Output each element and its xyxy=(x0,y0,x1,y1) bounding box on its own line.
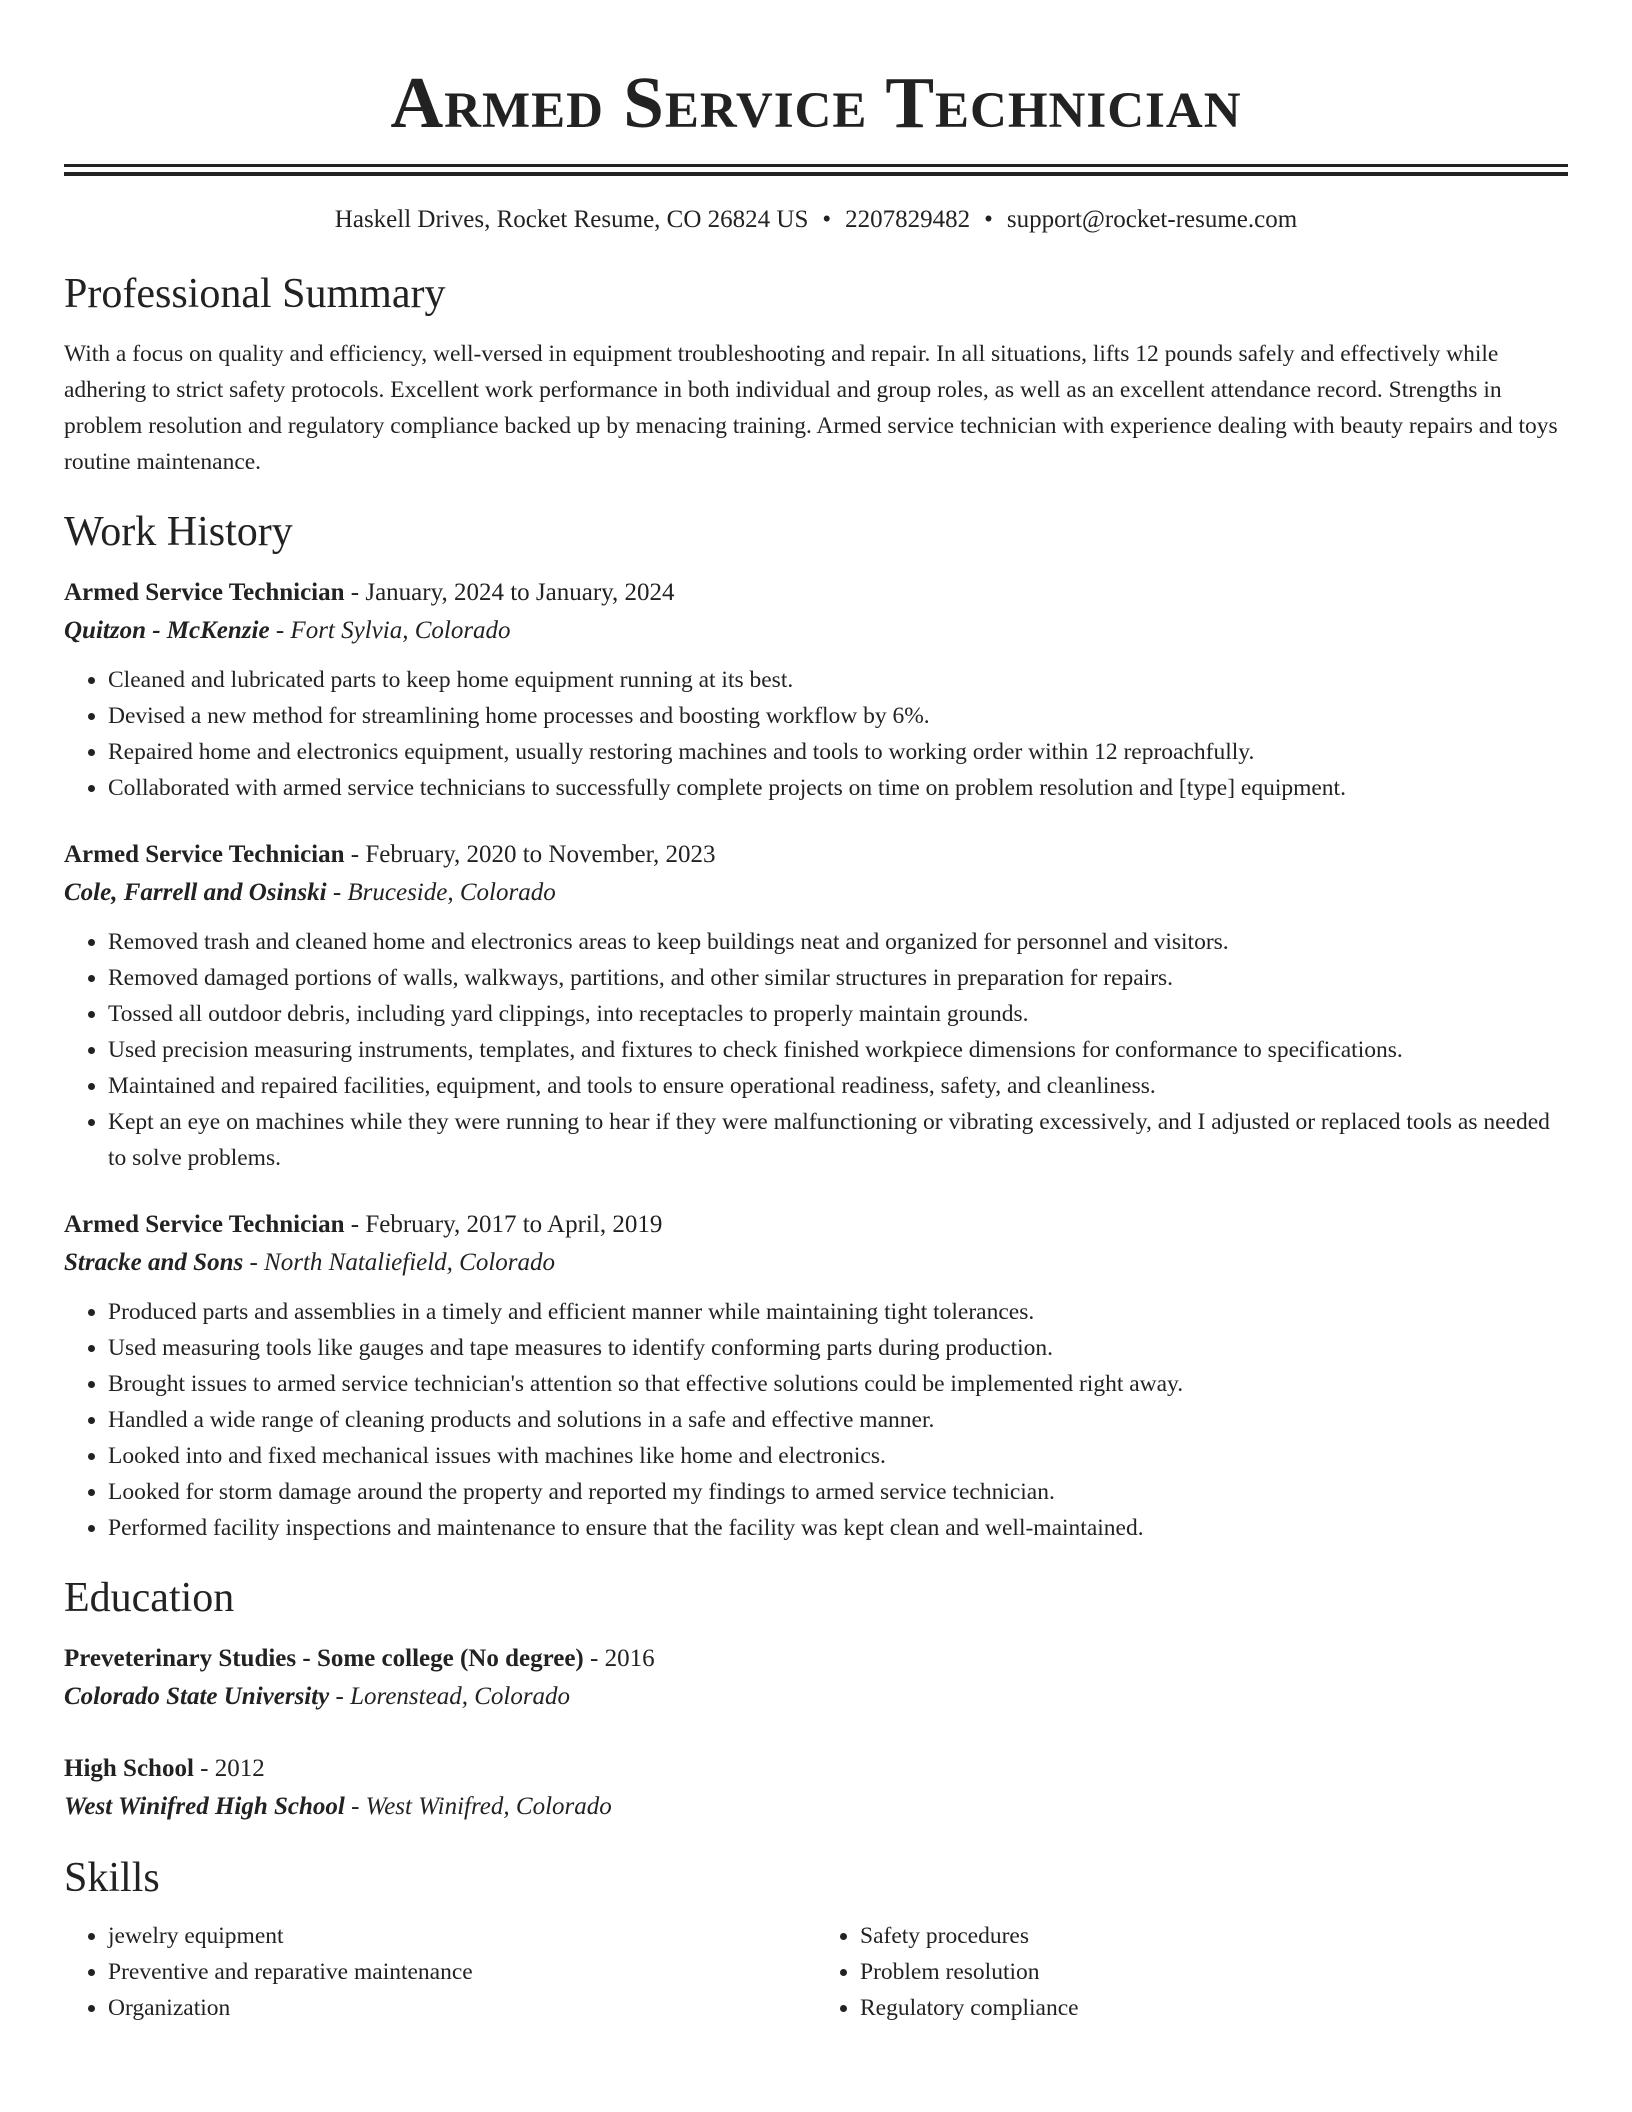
education-degree-line xyxy=(64,1750,1568,1788)
resume-title: Armed Service Technician xyxy=(390,62,1242,143)
skills-heading: Skills xyxy=(64,1855,160,1901)
job-entry xyxy=(64,574,1568,806)
job-bullet: • Looked for storm damage around the property and reported my findings to armed service technician. xyxy=(108,1474,1568,1510)
summary-heading: Professional Summary xyxy=(64,271,446,317)
job-location: - Bruceside, Colorado xyxy=(326,879,556,906)
job-title-line xyxy=(64,1206,1568,1244)
job-bullet: • Removed damaged portions of walls, walkways, partitions, and other similar structures in preparation for repairs. xyxy=(108,960,1568,996)
job-company-line xyxy=(64,612,1568,650)
job-bullet: • Produced parts and assemblies in a timely and efficient manner while maintaining tight tolerances. xyxy=(108,1294,1568,1330)
job-bullet: • Cleaned and lubricated parts to keep home equipment running at its best. xyxy=(108,662,1568,698)
job-bullet: • Handled a wide range of cleaning products and solutions in a safe and effective manner. xyxy=(108,1402,1568,1438)
skill-item: • Problem resolution xyxy=(860,1954,1568,1990)
job-bullet: • Used measuring tools like gauges and tape measures to identify conforming parts during production. xyxy=(108,1330,1568,1366)
job-bullets xyxy=(64,924,1568,1176)
job-bullet: • Used precision measuring instruments, templates, and fixtures to check finished workpiece dimensions for conformance to specifications. xyxy=(108,1032,1568,1068)
contact-separator: • xyxy=(984,206,993,233)
education-school: West Winifred High School xyxy=(64,1793,345,1820)
education-degree: Preveterinary Studies - Some college (No degree) xyxy=(64,1645,584,1672)
job-title: Armed Service Technician xyxy=(64,841,345,868)
skill-item: • Preventive and reparative maintenance xyxy=(108,1954,816,1990)
job-bullet: • Removed trash and cleaned home and electronics areas to keep buildings neat and organized for personnel and visitors. xyxy=(108,924,1568,960)
job-bullets xyxy=(64,1294,1568,1546)
title-divider xyxy=(64,164,1568,176)
job-location: - Fort Sylvia, Colorado xyxy=(269,617,511,644)
skill-item: • Regulatory compliance xyxy=(860,1990,1568,2026)
skill-item: • Safety procedures xyxy=(860,1918,1568,1954)
job-title: Armed Service Technician xyxy=(64,579,345,606)
job-dates: - January, 2024 to January, 2024 xyxy=(344,579,675,606)
work-history-heading: Work History xyxy=(64,509,293,555)
job-company-line xyxy=(64,874,1568,912)
contact-address: Haskell Drives, Rocket Resume, CO 26824 US xyxy=(334,206,809,233)
job-dates: - February, 2020 to November, 2023 xyxy=(344,841,716,868)
education-degree-line xyxy=(64,1640,1568,1678)
job-location: - North Nataliefield, Colorado xyxy=(243,1249,556,1276)
job-company: Quitzon - McKenzie xyxy=(64,617,270,644)
job-bullet: • Brought issues to armed service technician's attention so that effective solutions could be implemented right away. xyxy=(108,1366,1568,1402)
job-company-line xyxy=(64,1244,1568,1282)
contact-email: support@rocket-resume.com xyxy=(1006,206,1298,233)
skills-column-right xyxy=(816,1918,1568,2026)
education-heading: Education xyxy=(64,1575,235,1621)
education-entry xyxy=(64,1750,1568,1826)
job-bullets xyxy=(64,662,1568,806)
contact-phone: 2207829482 xyxy=(845,206,971,233)
job-bullet: • Collaborated with armed service technicians to successfully complete projects on time on problem resolution and [type] equipment. xyxy=(108,770,1568,806)
job-bullet: • Maintained and repaired facilities, equipment, and tools to ensure operational readiness, safety, and cleanliness. xyxy=(108,1068,1568,1104)
contact-line xyxy=(64,202,1568,238)
job-company: Stracke and Sons xyxy=(64,1249,244,1276)
job-entry xyxy=(64,836,1568,1176)
job-title-line xyxy=(64,836,1568,874)
skill-item: • Organization xyxy=(108,1990,816,2026)
contact-separator: • xyxy=(822,206,832,233)
job-title: Armed Service Technician xyxy=(64,1211,345,1238)
skills-grid xyxy=(64,1918,1568,2026)
education-school-line xyxy=(64,1678,1568,1716)
education-year: - 2012 xyxy=(193,1755,265,1782)
skills-column-left xyxy=(64,1918,816,2026)
education-year: - 2016 xyxy=(583,1645,655,1672)
education-location: - West Winifred, Colorado xyxy=(344,1793,612,1820)
education-school: Colorado State University xyxy=(64,1683,330,1710)
job-company: Cole, Farrell and Osinski xyxy=(64,879,327,906)
job-dates: - February, 2017 to April, 2019 xyxy=(344,1211,663,1238)
education-entry xyxy=(64,1640,1568,1716)
education-degree: High School xyxy=(64,1755,194,1782)
job-bullet: • Looked into and fixed mechanical issues with machines like home and electronics. xyxy=(108,1438,1568,1474)
job-bullet: • Repaired home and electronics equipment, usually restoring machines and tools to working order within 12 reproachfully. xyxy=(108,734,1568,770)
skill-item: • jewelry equipment xyxy=(108,1918,816,1954)
job-bullet: • Tossed all outdoor debris, including yard clippings, into receptacles to properly maintain grounds. xyxy=(108,996,1568,1032)
summary-text: With a focus on quality and efficiency, well-versed in equipment troubleshooting and repair. In all situations, lifts 12 pounds safely and effectively while adhering to strict safety protocols. Excellent work performance in both individual and group roles, as well as an excellent attendance record. Strengths in problem resolution and regulatory compliance backed up by menacing training. Armed service technician with experience dealing with beauty repairs and toys routine maintenance. xyxy=(64,341,1558,475)
education-location: - Lorenstead, Colorado xyxy=(329,1683,571,1710)
education-school-line xyxy=(64,1788,1568,1826)
job-entry xyxy=(64,1206,1568,1546)
job-bullet: • Kept an eye on machines while they were running to hear if they were malfunctioning or vibrating excessively, and I adjusted or replaced tools as needed to solve problems. xyxy=(108,1104,1568,1176)
job-title-line xyxy=(64,574,1568,612)
job-bullet: • Devised a new method for streamlining home processes and boosting workflow by 6%. xyxy=(108,698,1568,734)
job-bullet: • Performed facility inspections and maintenance to ensure that the facility was kept clean and well-maintained. xyxy=(108,1510,1568,1546)
